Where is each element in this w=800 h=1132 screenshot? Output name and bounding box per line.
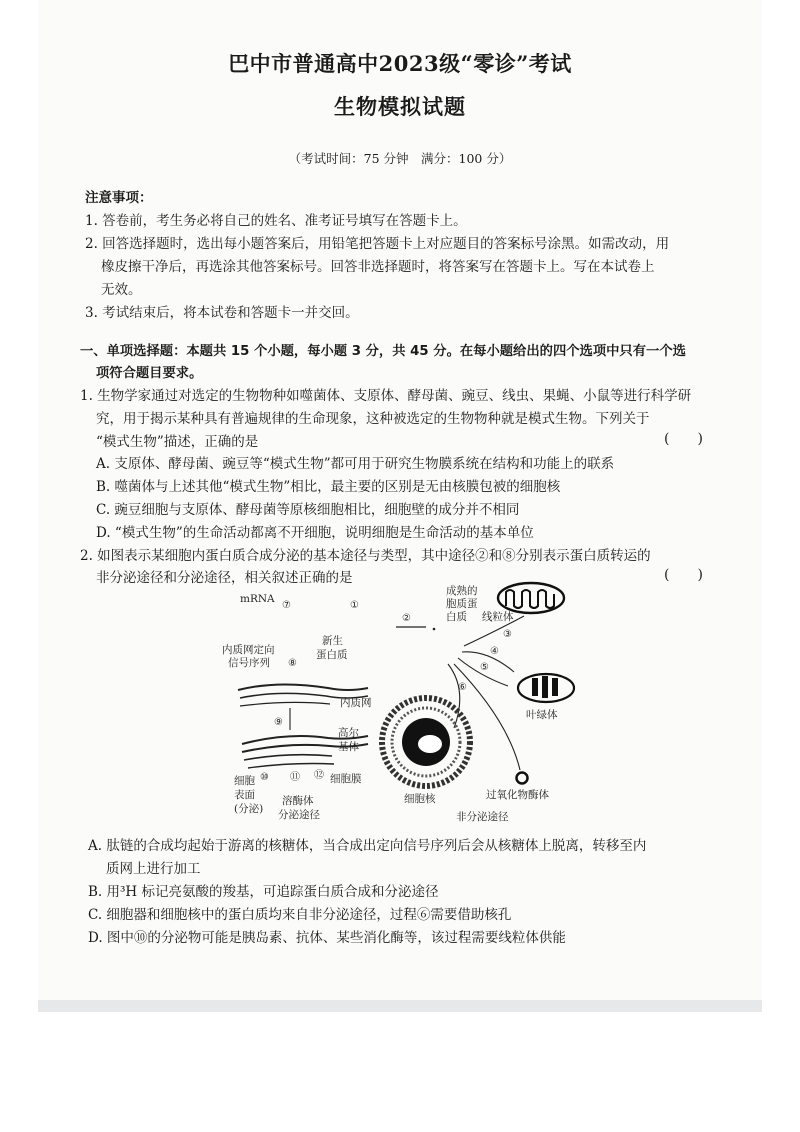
label-4: ④ [490, 646, 499, 657]
label-chloroplast: 叶绿体 [526, 709, 558, 721]
label-mature-1: 成熟的 [446, 585, 478, 597]
nucleus-icon [382, 698, 470, 786]
q2-option-a-line-2: 质网上进行加工 [106, 861, 201, 877]
label-cell-surface-1: 细胞 [234, 775, 255, 787]
label-mature-3: 白质 [446, 611, 467, 623]
label-10: ⑩ [260, 772, 269, 783]
notice-item-2-line-3: 无效。 [101, 282, 142, 298]
q1-option-d: D. “模式生物”的生命活动都离不开细胞，说明细胞是生命活动的基本单位 [96, 525, 534, 541]
label-nucleus: 细胞核 [404, 793, 436, 805]
notice-item-2-line-1: 2. 回答选择题时，选出每小题答案后，用铅笔把答题卡上对应题目的答案标号涂黑。如需改动，用 [85, 236, 670, 252]
label-new-protein-1: 新生 [322, 635, 343, 647]
section-heading-line-1: 一、单项选择题：本题共 15 个小题，每小题 3 分，共 45 分。在每小题给出的四个选项中只有一个选 [80, 344, 686, 359]
q1-option-a: A. 支原体、酵母菌、豌豆等“模式生物”都可用于研究生物膜系统在结构和功能上的联系 [96, 456, 615, 472]
label-new-protein-2: 蛋白质 [316, 649, 348, 661]
label-cell-membrane: 细胞膜 [330, 773, 362, 785]
label-mitochondria: 线粒体 [482, 611, 514, 623]
q2-stem-line-1: 2. 如图表示某细胞内蛋白质合成分泌的基本途径与类型，其中途径②和⑧分别表示蛋白质转运的 [80, 548, 651, 564]
q2-option-d: D. 图中⑩的分泌物可能是胰岛素、抗体、某些消化酶等，该过程需要线粒体供能 [88, 930, 566, 946]
label-mrna: mRNA [240, 593, 275, 605]
label-secretory: 分泌途径 [278, 809, 320, 821]
label-mature-2: 胞质蛋 [446, 598, 478, 610]
label-8: ⑧ [288, 658, 297, 669]
label-er-signal-2: 信号序列 [228, 657, 270, 669]
label-peroxisome: 过氧化物酶体 [486, 789, 549, 801]
label-2: ② [402, 613, 411, 624]
q1-stem-line-2: 究，用于揭示某种具有普遍规律的生命现象，这种被选定的生物物种就是模式生物。下列关于 [96, 411, 650, 427]
peroxisome-icon [517, 773, 528, 784]
mature-protein-dot [433, 628, 436, 631]
label-golgi-1: 高尔 [338, 727, 359, 739]
exam-subtitle: 生物模拟试题 [334, 94, 466, 119]
exam-info: （考试时间：75 分钟 满分：100 分） [288, 151, 512, 166]
label-3: ③ [503, 629, 512, 640]
page-bottom-edge [38, 1000, 762, 1012]
label-6: ⑥ [458, 682, 467, 693]
label-9: ⑨ [274, 717, 283, 728]
q1-stem-line-3: “模式生物”描述，正确的是 [96, 434, 259, 450]
q2-option-b: B. 用³H 标记亮氨酸的羧基，可追踪蛋白质合成和分泌途径 [88, 884, 439, 900]
section-heading-line-2: 项符合题目要求。 [96, 366, 203, 381]
q2-option-a-line-1: A. 肽链的合成均起始于游离的核糖体，当合成出定向信号序列后会从核糖体上脱离，转移至内 [88, 838, 647, 854]
label-11: ⑪ [290, 772, 300, 783]
notice-item-1: 1. 答卷前，考生务必将自己的姓名、准考证号填写在答题卡上。 [85, 213, 467, 229]
label-golgi-2: 基体 [338, 741, 359, 753]
protein-pathway-diagram [218, 580, 578, 830]
arrow-route-6 [448, 664, 460, 728]
q2-answer-paren: ( ) [664, 567, 703, 583]
label-5: ⑤ [480, 662, 489, 673]
label-er-signal-1: 内质网定向 [222, 644, 275, 656]
q1-answer-paren: ( ) [664, 431, 703, 447]
q1-option-c: C. 豌豆细胞与支原体、酵母菌等原核细胞相比，细胞壁的成分并不相同 [96, 502, 520, 518]
notice-item-2-line-2: 橡皮擦干净后，再选涂其他答案标号。回答非选择题时，将答案写在答题卡上。写在本试卷上 [101, 259, 655, 275]
q1-option-b: B. 噬菌体与上述其他“模式生物”相比，最主要的区别是无由核膜包被的细胞核 [96, 479, 561, 495]
label-non-secretory: 非分泌途径 [456, 811, 509, 823]
label-7: ⑦ [282, 600, 291, 611]
label-1: ① [350, 600, 359, 611]
chloroplast-icon [518, 674, 574, 702]
exam-title: 巴中市普通高中2023级“零诊”考试 [228, 51, 572, 76]
q2-option-c: C. 细胞器和细胞核中的蛋白质均来自非分泌途径，过程⑥需要借助核孔 [88, 907, 512, 923]
label-er: 内质网 [340, 697, 372, 709]
q1-stem-line-1: 1. 生物学家通过对选定的生物物种如噬菌体、支原体、酵母菌、豌豆、线虫、果蝇、小鼠等进行科学研 [80, 388, 692, 404]
q2-stem-line-2: 非分泌途径和分泌途径，相关叙述正确的是 [96, 570, 353, 586]
notice-item-3: 3. 考试结束后，将本试卷和答题卡一并交回。 [85, 305, 359, 321]
notice-heading: 注意事项： [85, 190, 153, 206]
mitochondrion-icon [498, 583, 564, 613]
label-lysosome: 溶酶体 [282, 795, 314, 807]
label-cell-surface-2: 表面 [234, 789, 255, 801]
label-cell-surface-3: (分泌) [234, 803, 264, 815]
label-12: ⑫ [314, 770, 324, 781]
